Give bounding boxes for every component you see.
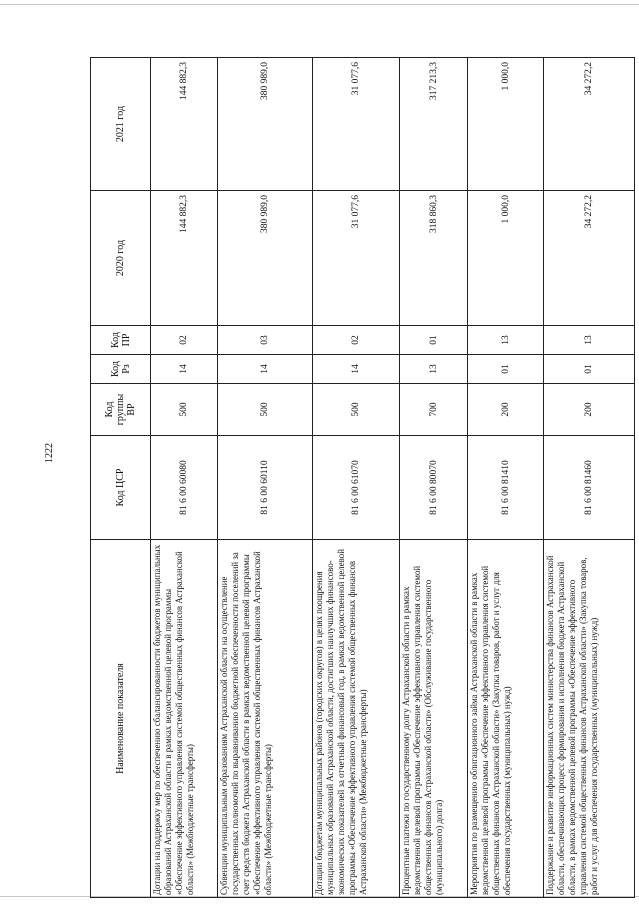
- row-name: Процентные платежи по государственному долгу Астраханской области в рамках ведомственной целевой программы «Обеспечение эффективного управления системой общественных финансов Астраханской области» (Обслуживание государственного (муниципального) долга): [400, 540, 468, 898]
- rotated-table-frame: [90, 58, 598, 898]
- table-row: [151, 58, 218, 898]
- row-2020: 1 000,0: [468, 191, 544, 326]
- row-csr: 81 6 00 80070: [400, 436, 468, 540]
- row-pr: 01: [400, 326, 468, 355]
- row-2021: 144 882,3: [151, 58, 218, 191]
- header-2021: 2021 год: [91, 58, 151, 191]
- table-row: [468, 58, 544, 898]
- row-pr: 03: [218, 326, 313, 355]
- row-csr: 81 6 00 61070: [313, 436, 400, 540]
- row-2021: 380 989,0: [218, 58, 313, 191]
- scan-edge-top: [0, 4, 639, 5]
- row-2021: 317 213,3: [400, 58, 468, 191]
- header-2020: 2020 год: [91, 191, 151, 326]
- row-vr: 200: [544, 384, 635, 436]
- budget-table: [90, 57, 635, 898]
- row-2020: 318 860,3: [400, 191, 468, 326]
- row-name: Субвенции муниципальным образованиям Астраханской области на осуществление государственных полномочий по выравниванию бюджетной обеспеченности поселений за счет средств бюджета Астраханской области в рамках ведомственной целевой программы «Обеспечение эффективного управления системой общественных финансов Астраханской области» (Межбюджетные трансферты): [218, 540, 313, 898]
- row-2020: 144 882,3: [151, 191, 218, 326]
- header-vr: Код группы ВР: [91, 384, 151, 436]
- row-2020: 31 077,6: [313, 191, 400, 326]
- header-csr: Код ЦСР: [91, 436, 151, 540]
- header-pr: Код ПР: [91, 326, 151, 355]
- row-vr: 500: [151, 384, 218, 436]
- row-name: Поддержание и развитие информационных систем министерства финансов Астраханской области, обеспечивающих процесс формирования и исполнения бюджета Астраханской области, в рамках ведомственной целевой программы «Обеспечение эффективного управления системой общественных финансов Астраханской области» (Закупка товаров, работ и услуг для обеспечения государственных (муниципальных) нужд): [544, 540, 635, 898]
- rotated-table-container: [90, 58, 598, 898]
- row-pr: 13: [468, 326, 544, 355]
- row-csr: 81 6 00 60110: [218, 436, 313, 540]
- header-rz: Код Рз: [91, 355, 151, 384]
- row-name: Дотации бюджетам муниципальных районов (городских округов) в целях поощрения муниципальных образований Астраханской области, достигших наилучших финансово-экономических показателей за отчетный финансовый год, в рамках ведомственной целевой программы «Обеспечение эффективного управления системой общественных финансов Астраханской области» (Межбюджетные трансферты): [313, 540, 400, 898]
- header-name: Наименование показателя: [91, 540, 151, 898]
- row-rz: 14: [218, 355, 313, 384]
- table-row: [400, 58, 468, 898]
- row-2021: 1 000,0: [468, 58, 544, 191]
- table-row: [544, 58, 635, 898]
- row-vr: 500: [313, 384, 400, 436]
- row-csr: 81 6 00 81410: [468, 436, 544, 540]
- table-row: [218, 58, 313, 898]
- row-pr: 02: [313, 326, 400, 355]
- row-vr: 200: [468, 384, 544, 436]
- row-2021: 34 272,2: [544, 58, 635, 191]
- row-name: Мероприятия по размещению облигационного займа Астраханской области в рамках ведомственной целевой программы «Обеспечение эффективного управления системой общественных финансов Астраханской области» (Закупка товаров, работ и услуг для обеспечения государственных (муниципальных) нужд): [468, 540, 544, 898]
- row-pr: 02: [151, 326, 218, 355]
- row-rz: 14: [313, 355, 400, 384]
- row-csr: 81 6 00 81460: [544, 436, 635, 540]
- table-row: [313, 58, 400, 898]
- row-rz: 13: [400, 355, 468, 384]
- row-vr: 700: [400, 384, 468, 436]
- row-2020: 34 272,2: [544, 191, 635, 326]
- row-csr: 81 6 00 60080: [151, 436, 218, 540]
- row-rz: 01: [544, 355, 635, 384]
- row-vr: 500: [218, 384, 313, 436]
- row-2021: 31 077,6: [313, 58, 400, 191]
- row-rz: 01: [468, 355, 544, 384]
- row-name: Дотации на поддержку мер по обеспечению сбалансированности бюджетов муниципальных образований Астраханской области в рамках ведомственной целевой программы «Обеспечение эффективного управления системой общественных финансов Астраханской области» (Межбюджетные трансферты): [151, 540, 218, 898]
- header-row: [91, 58, 151, 898]
- page-number: 1222: [44, 443, 55, 463]
- row-2020: 380 989,0: [218, 191, 313, 326]
- row-pr: 13: [544, 326, 635, 355]
- row-rz: 14: [151, 355, 218, 384]
